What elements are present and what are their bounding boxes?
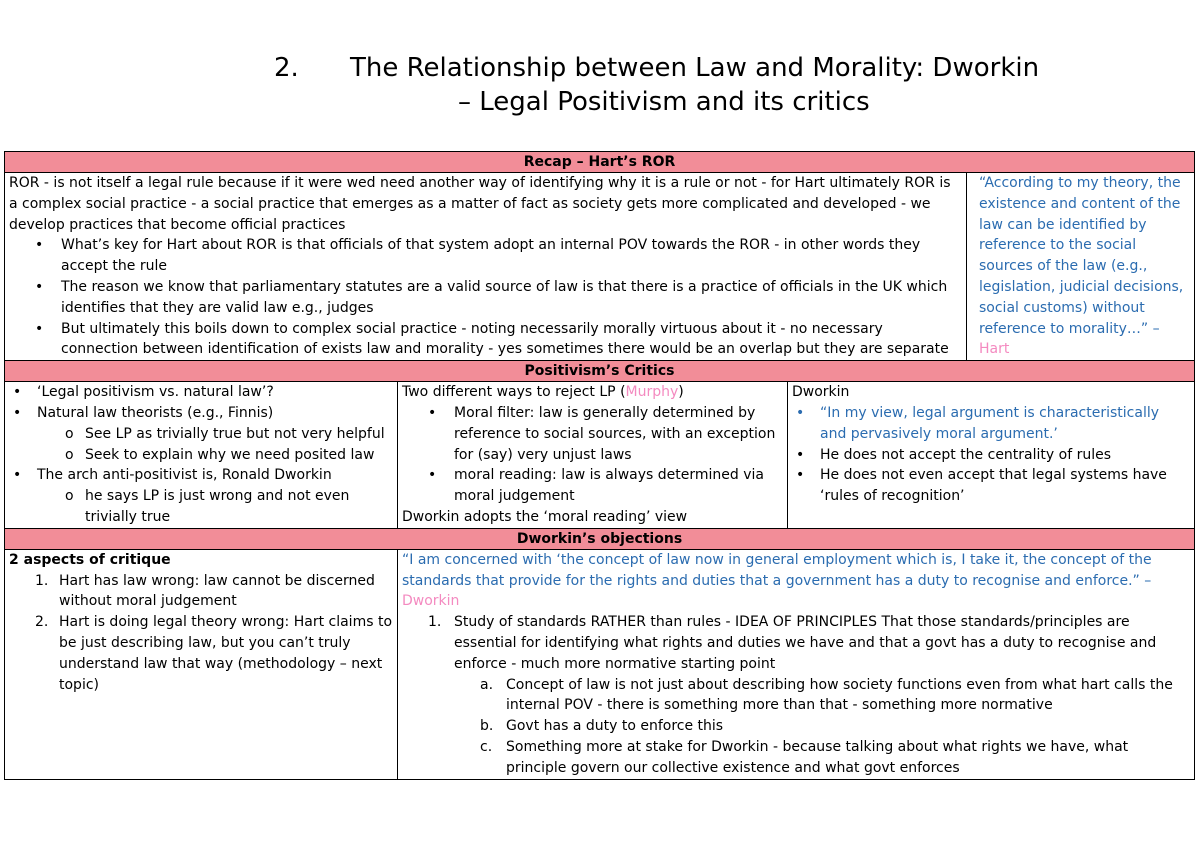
hart-quote: “According to my theory, the existence and content of the law can be identified by reference to the social sources of the law (e.g., legislation, judicial decisions, social customs) without reference to morality…” – (979, 175, 1184, 337)
heading-text: Two different ways to reject LP ( (402, 384, 626, 401)
heading-text-end: ) (678, 384, 684, 401)
section-header-recap: Recap – Hart’s ROR (5, 152, 1194, 173)
item-number: 2. (35, 614, 49, 631)
title-line-1 (274, 52, 1039, 84)
list-item (9, 571, 393, 613)
recap-bullets (9, 235, 962, 360)
hart-quote-author: Hart (979, 341, 1010, 358)
item-text: Hart has law wrong: law cannot be discerned without moral judgement (59, 572, 375, 610)
section-header-critics: Positivism’s Critics (5, 361, 1194, 382)
sub-list-item: o he says LP is just wrong and not even trivially true (9, 486, 393, 528)
list-item: • Natural law theorists (e.g., Finnis) (9, 403, 393, 424)
recap-main-cell (5, 173, 966, 360)
section-header-objections: Dworkin’s objections (5, 529, 1194, 550)
item-text: Something more at stake for Dworkin - because talking about what rights we have, what principle govern our collective existence and what govt enforces (506, 738, 1129, 776)
item-letter: b. (480, 718, 494, 735)
critics-col-dworkin (787, 382, 1193, 528)
quote-author: Dworkin (402, 593, 460, 610)
critics-col-natural-law (5, 382, 397, 528)
sub-list-item (402, 737, 1189, 779)
list-item: • The reason we know that parliamentary statutes are a valid source of law is that there is a practice of officials in the UK which identifies that they are valid law e.g., judges (9, 277, 962, 319)
item-text: Study of standards RATHER than rules - IDEA OF PRINCIPLES That those standards/principles are essential for identifying what rights and duties we have and that a govt has a duty to recognise and enforce - much more normative starting point (454, 614, 1157, 672)
list-item: • He does not accept the centrality of rules (792, 445, 1189, 466)
sub-list-item: o See LP as trivially true but not very helpful (9, 424, 393, 445)
list-item (402, 612, 1189, 674)
sub-list-item (402, 675, 1189, 717)
list-item: • Moral filter: law is generally determined by reference to social sources, with an exception for (say) very unjust laws (402, 403, 783, 465)
recap-row (5, 173, 1194, 361)
list-item: • What’s key for Hart about ROR is that officials of that system adopt an internal POV towards the ROR - in other words they accept the rule (9, 235, 962, 277)
notes-table (4, 151, 1195, 780)
critique-heading: 2 aspects of critique (9, 551, 171, 568)
list-item: • The arch anti-positivist is, Ronald Dworkin (9, 465, 393, 486)
objections-row (5, 550, 1194, 779)
title-number: 2. (274, 53, 299, 83)
list-item: • moral reading: law is always determined via moral judgement (402, 465, 783, 507)
objections-right-cell (397, 550, 1193, 779)
item-text: Govt has a duty to enforce this (506, 718, 724, 735)
recap-intro: ROR - is not itself a legal rule because if it were wed need another way of identifying why it is a rule or not - for Hart ultimately ROR is a complex social practice - a social practice that emerges as a matter of fact as society gets more complicated and developed - we develop practices that become official practices (9, 175, 951, 233)
critics-row (5, 382, 1194, 529)
item-number: 1. (428, 614, 442, 631)
critics-col-murphy (397, 382, 787, 528)
dworkin-heading: Dworkin (792, 384, 850, 401)
item-letter: c. (480, 738, 493, 755)
item-text: Hart is doing legal theory wrong: Hart claims to be just describing law, but you can’t truly understand law that way (methodology – next topic) (59, 614, 393, 693)
sub-list-item (402, 716, 1189, 737)
title-text-1: The Relationship between Law and Morality: Dworkin (350, 53, 1040, 83)
list-item (9, 612, 393, 695)
title-line-2: – Legal Positivism and its critics (458, 87, 870, 117)
dworkin-adopts-note: Dworkin adopts the ‘moral reading’ view (402, 508, 688, 525)
item-letter: a. (480, 676, 494, 693)
objections-left-cell (5, 550, 397, 779)
list-item: • ‘Legal positivism vs. natural law’? (9, 382, 393, 403)
dworkin-quote: • “In my view, legal argument is characteristically and pervasively moral argument.’ (792, 403, 1189, 445)
sub-list-item: o Seek to explain why we need posited law (9, 445, 393, 466)
list-item: • He does not even accept that legal systems have ‘rules of recognition’ (792, 465, 1189, 507)
murphy-heading (402, 382, 783, 403)
item-text: Concept of law is not just about describing how society functions even from what hart calls the internal POV - there is something more than that - something more normative (506, 676, 1173, 714)
dworkin-concept-quote (402, 550, 1189, 612)
recap-quote-cell (966, 173, 1193, 360)
murphy-name: Murphy (625, 384, 679, 401)
list-item: • But ultimately this boils down to complex social practice - noting necessarily morally virtuous about it - no necessary connection between identification of exists law and morality - yes sometimes there would be an overlap but they are separate (9, 319, 962, 361)
quote-text: “I am concerned with ‘the concept of law now in general employment which is, I take it, the concept of the standards that provide for the rights and duties that a government has a duty to recognise and enforce.” – (402, 551, 1152, 589)
item-number: 1. (35, 572, 49, 589)
